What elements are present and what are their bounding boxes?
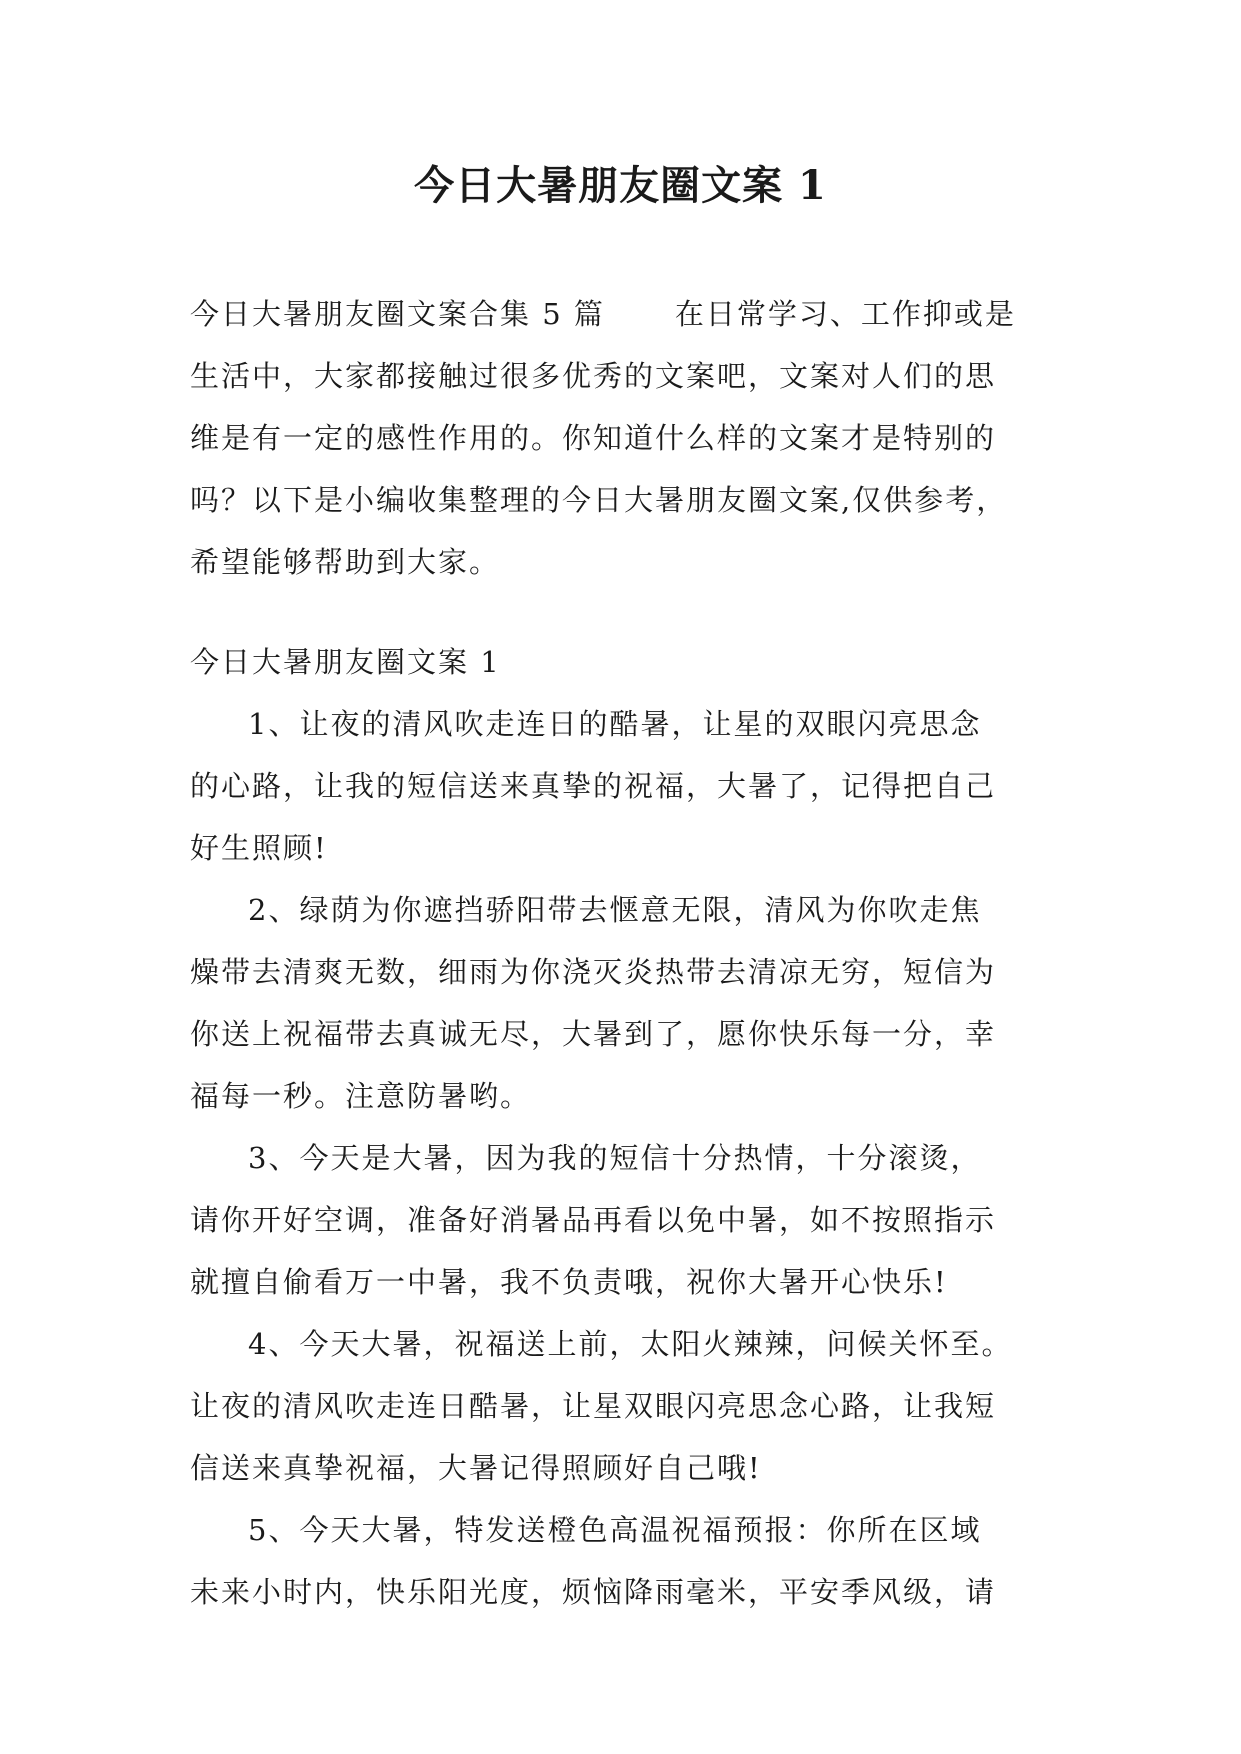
article-body [190,631,1070,1623]
list-item [190,879,1070,1127]
item-line: 的心路，让我的短信送来真挚的祝福，大暑了，记得把自己 [190,769,997,803]
item-line: 好生照顾! [190,831,328,865]
intro-paragraph [190,283,1070,593]
item-line: 信送来真挚祝福，大暑记得照顾好自己哦! [190,1451,762,1485]
item-line: 你送上祝福带去真诚无尽，大暑到了，愿你快乐每一分，幸 [190,1017,997,1051]
item-line: 让夜的清风吹走连日酷暑，让星双眼闪亮思念心路，让我短 [190,1389,997,1423]
item-line: 燥带去清爽无数，细雨为你浇灭炎热带去清凉无穷，短信为 [190,955,997,989]
list-item [190,1313,1070,1499]
document-title: 今日大暑朋友圈文案 1 [414,162,827,209]
item-line: 请你开好空调，准备好消暑品再看以免中暑，如不按照指示 [190,1203,997,1237]
item-line: 1、让夜的清风吹走连日的酷暑，让星的双眼闪亮思念 [248,707,982,741]
item-line: 未来小时内，快乐阳光度，烦恼降雨毫米，平安季风级，请 [190,1575,997,1609]
item-line: 3、今天是大暑，因为我的短信十分热情，十分滚烫， [248,1141,982,1175]
section-heading: 今日大暑朋友圈文案 1 [190,645,501,679]
intro-line [190,283,1070,345]
intro-line: 生活中，大家都接触过很多优秀的文案吧，文案对人们的思 [190,359,997,393]
item-line: 就擅自偷看万一中暑，我不负责哦，祝你大暑开心快乐! [190,1265,948,1299]
list-item [190,693,1070,879]
intro-heading: 今日大暑朋友圈文案合集 5 篇 [190,297,605,331]
intro-line: 希望能够帮助到大家。 [190,545,501,579]
list-item [190,1499,1070,1623]
item-line: 2、绿荫为你遮挡骄阳带去惬意无限，清风为你吹走焦 [248,893,982,927]
list-item [190,1127,1070,1313]
intro-text: 在日常学习、工作抑或是 [674,297,1016,331]
item-line: 福每一秒。注意防暑哟。 [190,1079,532,1113]
item-line: 4、今天大暑，祝福送上前，太阳火辣辣，问候关怀至。 [248,1327,1013,1361]
item-line: 5、今天大暑，特发送橙色高温祝福预报：你所在区域 [248,1513,982,1547]
intro-line: 吗？以下是小编收集整理的今日大暑朋友圈文案,仅供参考， [190,483,1008,517]
intro-line: 维是有一定的感性作用的。你知道什么样的文案才是特别的 [190,421,997,455]
